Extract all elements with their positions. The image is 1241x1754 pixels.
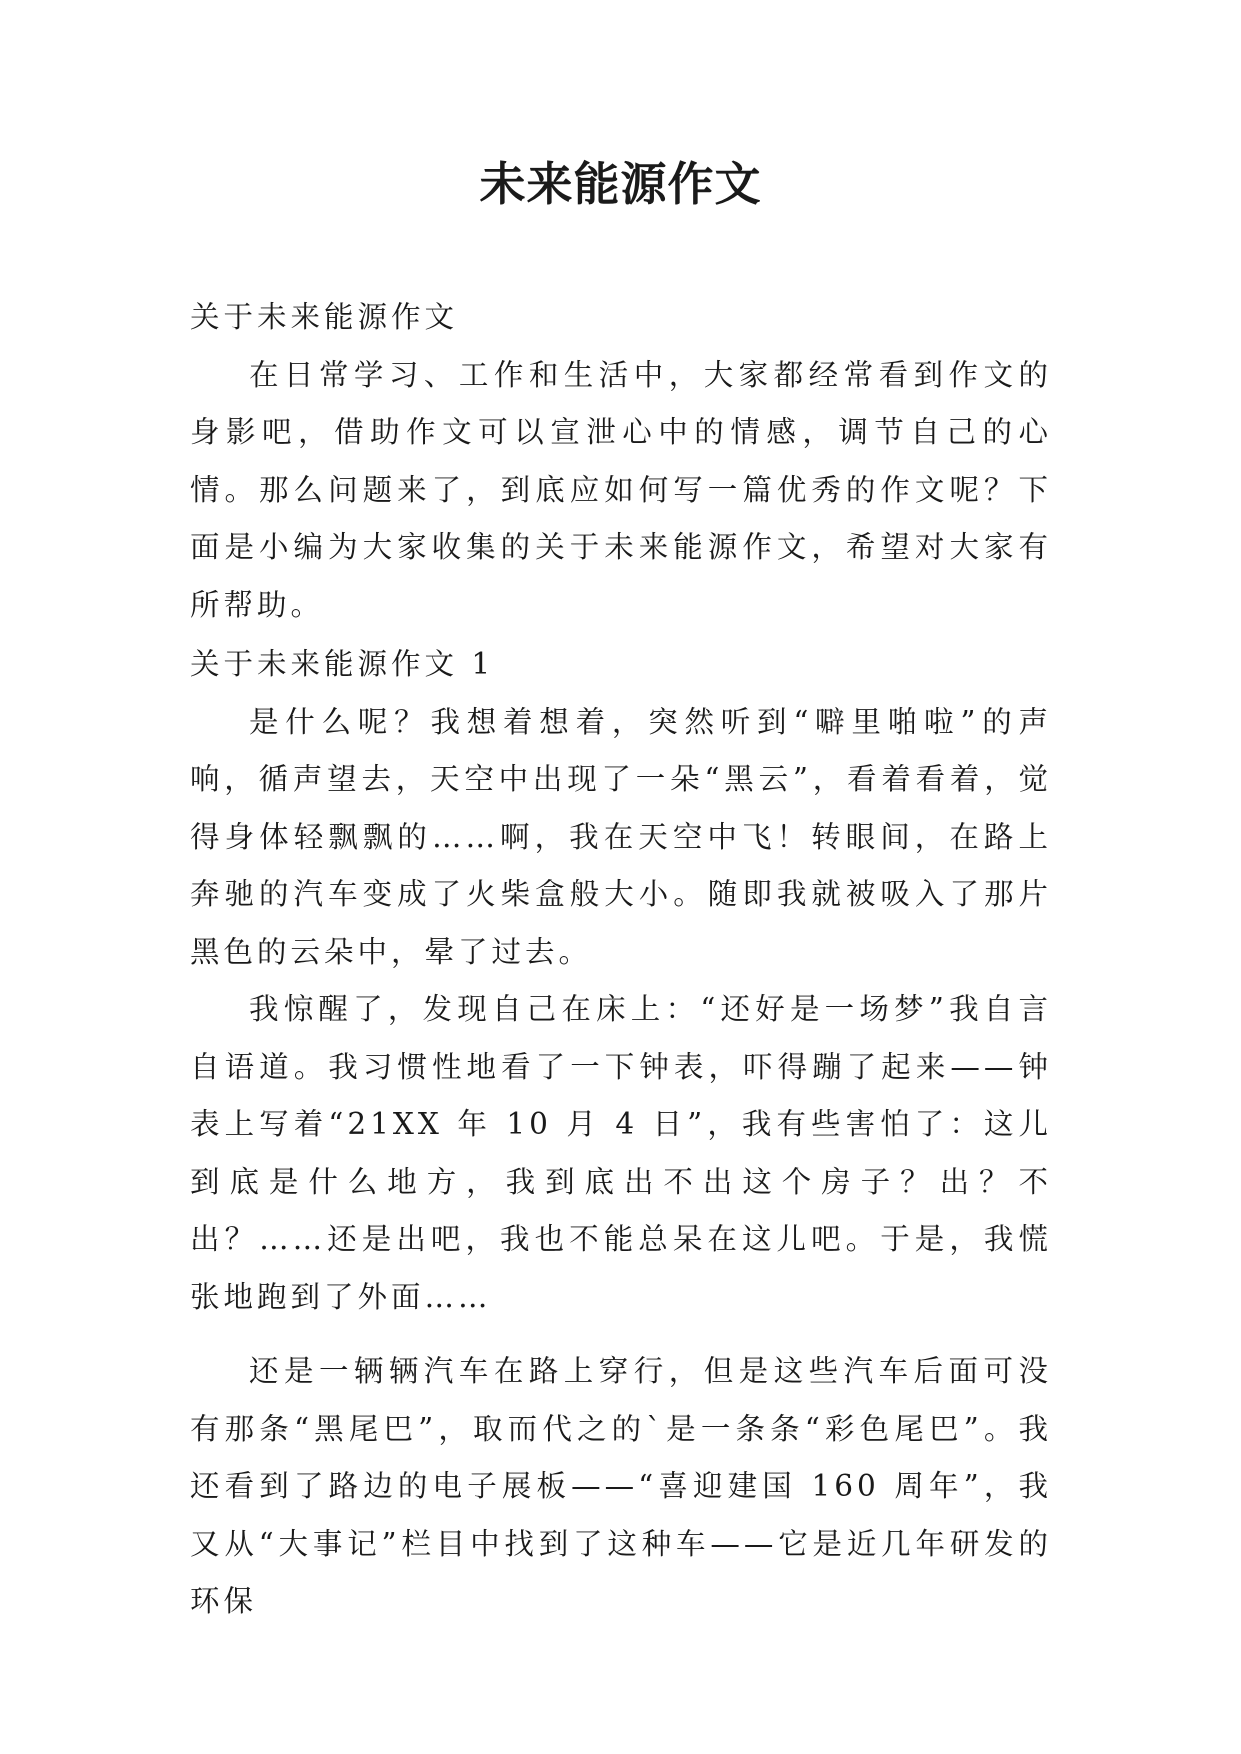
document-title: 未来能源作文 xyxy=(479,157,762,211)
intro-heading: 关于未来能源作文 xyxy=(190,300,459,334)
intro-section xyxy=(190,289,1052,634)
essay-section-1 xyxy=(190,636,1052,1631)
intro-paragraph: 在日常学习、工作和生活中，大家都经常看到作文的身影吧，借助作文可以宣泄心中的情感，调节自己的心情。那么问题来了，到底应如何写一篇优秀的作文呢？下面是小编为大家收集的关于未来能源作文，希望对大家有所帮助。 xyxy=(190,357,1052,622)
section-1-heading: 关于未来能源作文 1 xyxy=(190,647,495,681)
paragraph-spacer xyxy=(190,1326,1052,1343)
section-1-paragraph-2: 我惊醒了，发现自己在床上：“还好是一场梦”我自言自语道。我习惯性地看了一下钟表，吓得蹦了起来——钟表上写着“21XX 年 10 月 4 日”，我有些害怕了：这儿到底是什么地方，我到底出不出这个房子？出？不出？……还是出吧，我也不能总呆在这儿吧。于是，我慌张地跑到了外面…… xyxy=(190,992,1052,1314)
section-1-paragraph-3: 还是一辆辆汽车在路上穿行，但是这些汽车后面可没有那条“黑尾巴”，取而代之的`是一条条“彩色尾巴”。我还看到了路边的电子展板——“喜迎建国 160 周年”，我又从“大事记”栏目中找到了这种车——它是近几年研发的环保 xyxy=(190,1354,1052,1618)
section-1-paragraph-1: 是什么呢？我想着想着，突然听到“噼里啪啦”的声响，循声望去，天空中出现了一朵“黑云”，看着看着，觉得身体轻飘飘的……啊，我在天空中飞！转眼间，在路上奔驰的汽车变成了火柴盒般大小。随即我就被吸入了那片黑色的云朵中，晕了过去。 xyxy=(190,704,1052,969)
